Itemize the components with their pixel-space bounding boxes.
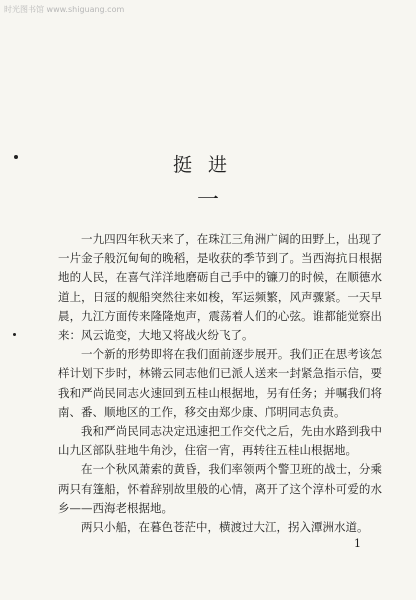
margin-dot — [13, 333, 16, 336]
paragraph: 一个新的形势即将在我们面前逐步展开。我们正在思考该怎样计划下步时，林锵云同志他们已派人送来一封紧急指示信，要我和严尚民同志火速回到五桂山根据地，另有任务；并嘱我们将南、番、顺地区的工作，移交由郑少康、邝明同志负责。 — [58, 347, 382, 419]
paragraph: 两只小船，在暮色苍茫中，横渡过大江，拐入潭洲水道。 — [81, 520, 369, 535]
paragraph: 在一个秋风萧索的黄昏，我们率领两个警卫班的战士，分乘两只有篷船，怀着辞别故里般的心情，离开了这个淳朴可爱的水乡——西海老根据地。 — [58, 462, 382, 515]
watermark: 时光图书馆 www.shiguang.com — [4, 5, 125, 14]
paragraph: 一九四四年秋天来了，在珠江三角洲广阔的田野上，出现了一片金子般沉甸甸的晚稻，是收获的季节到了。当西海抗日根据地的人民，在喜气洋洋地磨砺自己手中的镰刀的时候，在顺德水道上，日冦的舰船突然往来如梭，军运频繁，风声骤紧。一天早晨，九江方面传来隆隆炮声，震荡着人们的心弦。谁都能觉察出来：风云诡变，大地又将战火纷飞了。 — [58, 232, 382, 343]
paragraph: 我和严尚民同志决定迅速把工作交代之后，先由水路到我中山九区部队驻地牛角沙，住宿一宵，再转往五桂山根据地。 — [58, 424, 382, 458]
body-text — [58, 230, 382, 537]
section-number: 一 — [196, 188, 219, 213]
chapter-title: 挺进 — [172, 154, 243, 176]
page-number: 1 — [354, 537, 361, 550]
